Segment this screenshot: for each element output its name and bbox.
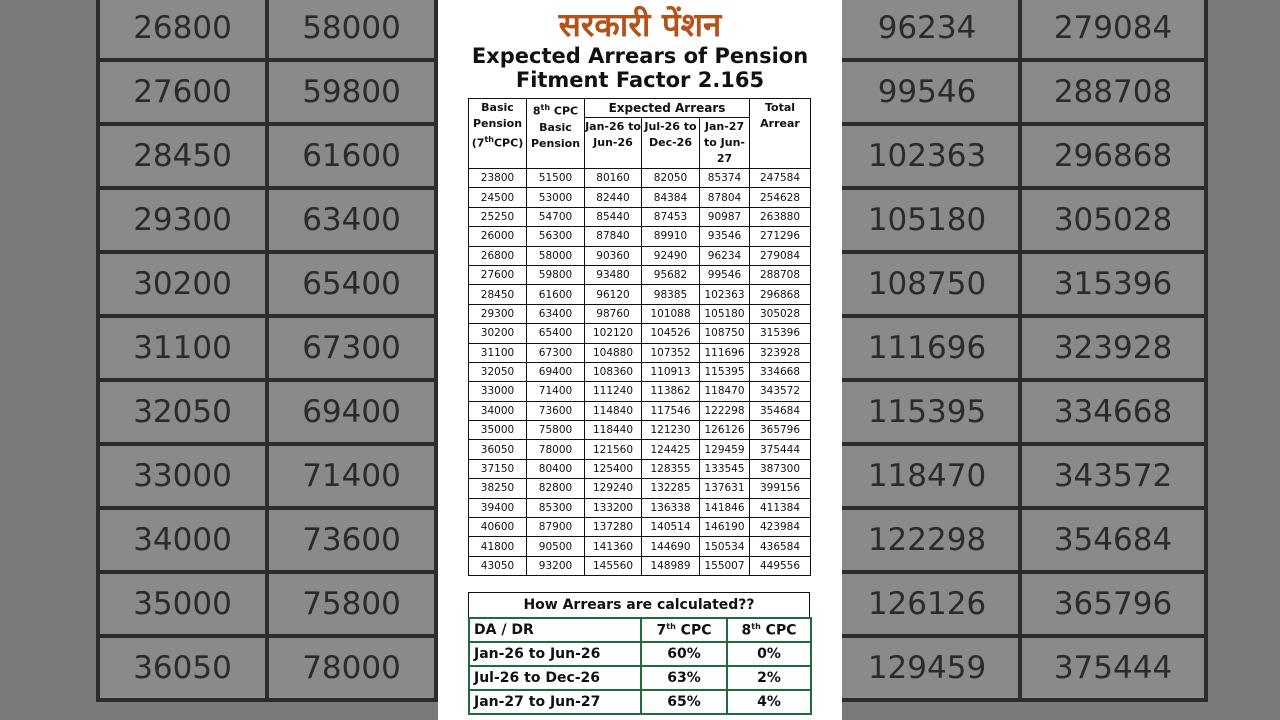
cell-arrear-jan26: 111240	[585, 382, 642, 401]
cell-total-arrear: 375444	[750, 440, 811, 459]
cell-arrear-jul26: 117546	[642, 401, 700, 420]
cell-arrear-jul26: 140514	[642, 518, 700, 537]
cell-8cpc-basic: 59800	[527, 265, 585, 284]
da-dr-period: Jan-27 to Jun-27	[469, 690, 641, 714]
da-dr-header-7cpc: 7th CPC	[641, 618, 727, 642]
background-cell: 59800	[267, 60, 436, 124]
cell-total-arrear: 247584	[750, 169, 811, 188]
cell-arrear-jan27: 126126	[700, 421, 750, 440]
table-row	[469, 169, 811, 188]
cell-arrear-jan26: 118440	[585, 421, 642, 440]
background-cell: 33000	[98, 444, 267, 508]
cell-8cpc-basic: 69400	[527, 362, 585, 381]
cell-8cpc-basic: 87900	[527, 518, 585, 537]
cell-arrear-jan27: 102363	[700, 285, 750, 304]
background-cell: 65400	[267, 252, 436, 316]
cell-arrear-jan27: 115395	[700, 362, 750, 381]
cell-basic-pension: 31100	[469, 343, 527, 362]
cell-total-arrear: 436584	[750, 537, 811, 556]
cell-total-arrear: 288708	[750, 265, 811, 284]
subtitle-line-1: Expected Arrears of Pension	[471, 44, 809, 68]
cell-basic-pension: 26800	[469, 246, 527, 265]
table-row	[469, 459, 811, 478]
pension-arrears-card	[438, 0, 842, 720]
cell-arrear-jan26: 93480	[585, 265, 642, 284]
cell-basic-pension: 32050	[469, 362, 527, 381]
background-cell: 36050	[98, 636, 267, 700]
background-cell: 126126	[842, 572, 1020, 636]
cell-arrear-jan27: 85374	[700, 169, 750, 188]
background-cell: 323928	[1020, 316, 1206, 380]
cell-arrear-jul26: 98385	[642, 285, 700, 304]
cell-arrear-jan27: 87804	[700, 188, 750, 207]
table-row	[469, 440, 811, 459]
cell-arrear-jul26: 101088	[642, 304, 700, 323]
cell-arrear-jan26: 87840	[585, 227, 642, 246]
table-row	[469, 285, 811, 304]
background-blurred-table-right	[842, 0, 1280, 720]
cell-arrear-jan27: 133545	[700, 459, 750, 478]
background-cell: 58000	[267, 0, 436, 60]
cell-total-arrear: 411384	[750, 498, 811, 517]
cell-basic-pension: 23800	[469, 169, 527, 188]
background-cell: 375444	[1020, 636, 1206, 700]
table-row	[469, 207, 811, 226]
cell-8cpc-basic: 90500	[527, 537, 585, 556]
cell-arrear-jan26: 137280	[585, 518, 642, 537]
background-cell: 71400	[267, 444, 436, 508]
table-row	[469, 246, 811, 265]
background-row	[842, 188, 1206, 252]
cell-arrear-jan27: 155007	[700, 556, 750, 575]
cell-arrear-jan26: 82440	[585, 188, 642, 207]
da-dr-8cpc-value: 0%	[727, 642, 811, 666]
background-cell: 296868	[1020, 124, 1206, 188]
cell-arrear-jul26: 124425	[642, 440, 700, 459]
da-dr-table	[468, 617, 812, 715]
cell-total-arrear: 279084	[750, 246, 811, 265]
cell-total-arrear: 387300	[750, 459, 811, 478]
background-cell: 73600	[267, 508, 436, 572]
cell-arrear-jul26: 136338	[642, 498, 700, 517]
background-table-right	[842, 0, 1208, 702]
cell-total-arrear: 323928	[750, 343, 811, 362]
background-row	[98, 124, 436, 188]
cell-basic-pension: 40600	[469, 518, 527, 537]
cell-total-arrear: 399156	[750, 479, 811, 498]
cell-arrear-jul26: 132285	[642, 479, 700, 498]
table-row	[469, 479, 811, 498]
background-row	[98, 444, 436, 508]
cell-arrear-jan26: 114840	[585, 401, 642, 420]
background-cell: 30200	[98, 252, 267, 316]
cell-arrear-jan26: 80160	[585, 169, 642, 188]
da-dr-header-label: DA / DR	[469, 618, 641, 642]
header-total-arrear: Total Arrear	[750, 99, 811, 169]
table-row	[469, 537, 811, 556]
background-cell: 122298	[842, 508, 1020, 572]
cell-arrear-jul26: 92490	[642, 246, 700, 265]
background-cell: 105180	[842, 188, 1020, 252]
cell-total-arrear: 315396	[750, 324, 811, 343]
cell-basic-pension: 33000	[469, 382, 527, 401]
cell-basic-pension: 34000	[469, 401, 527, 420]
cell-arrear-jul26: 84384	[642, 188, 700, 207]
cell-arrear-jan26: 125400	[585, 459, 642, 478]
cell-arrear-jan26: 90360	[585, 246, 642, 265]
cell-basic-pension: 29300	[469, 304, 527, 323]
background-cell: 102363	[842, 124, 1020, 188]
cell-arrear-jan27: 90987	[700, 207, 750, 226]
cell-8cpc-basic: 78000	[527, 440, 585, 459]
background-cell: 61600	[267, 124, 436, 188]
cell-total-arrear: 354684	[750, 401, 811, 420]
background-cell: 305028	[1020, 188, 1206, 252]
cell-arrear-jul26: 113862	[642, 382, 700, 401]
cell-arrear-jan27: 96234	[700, 246, 750, 265]
da-dr-7cpc-value: 65%	[641, 690, 727, 714]
cell-basic-pension: 26000	[469, 227, 527, 246]
background-cell: 354684	[1020, 508, 1206, 572]
cell-arrear-jan26: 129240	[585, 479, 642, 498]
background-row	[98, 316, 436, 380]
da-dr-period: Jul-26 to Dec-26	[469, 666, 641, 690]
header-jan26-jun26: Jan-26 to Jun-26	[585, 118, 642, 169]
background-row	[98, 252, 436, 316]
cell-8cpc-basic: 73600	[527, 401, 585, 420]
cell-arrear-jul26: 95682	[642, 265, 700, 284]
background-cell: 28450	[98, 124, 267, 188]
cell-basic-pension: 37150	[469, 459, 527, 478]
cell-total-arrear: 423984	[750, 518, 811, 537]
background-cell: 27600	[98, 60, 267, 124]
background-row	[842, 572, 1206, 636]
da-dr-8cpc-value: 4%	[727, 690, 811, 714]
background-cell: 279084	[1020, 0, 1206, 60]
cell-total-arrear: 365796	[750, 421, 811, 440]
cell-arrear-jan26: 96120	[585, 285, 642, 304]
cell-arrear-jan26: 102120	[585, 324, 642, 343]
background-cell: 315396	[1020, 252, 1206, 316]
background-cell: 35000	[98, 572, 267, 636]
cell-basic-pension: 43050	[469, 556, 527, 575]
cell-total-arrear: 343572	[750, 382, 811, 401]
background-cell: 29300	[98, 188, 267, 252]
header-jan27-jun27: Jan-27 to Jun-27	[700, 118, 750, 169]
cell-8cpc-basic: 61600	[527, 285, 585, 304]
background-row	[842, 444, 1206, 508]
cell-total-arrear: 296868	[750, 285, 811, 304]
background-cell: 115395	[842, 380, 1020, 444]
cell-arrear-jan27: 129459	[700, 440, 750, 459]
hindi-title: सरकारी पेंशन	[558, 5, 722, 44]
cell-total-arrear: 271296	[750, 227, 811, 246]
background-row	[842, 380, 1206, 444]
cell-basic-pension: 24500	[469, 188, 527, 207]
cell-arrear-jan27: 141846	[700, 498, 750, 517]
calculation-title: How Arrears are calculated??	[468, 592, 810, 618]
cell-arrear-jan27: 111696	[700, 343, 750, 362]
cell-8cpc-basic: 58000	[527, 246, 585, 265]
subtitle-line-2: Fitment Factor 2.165	[515, 68, 765, 92]
cell-arrear-jul26: 144690	[642, 537, 700, 556]
header-jul26-dec26: Jul-26 to Dec-26	[642, 118, 700, 169]
background-row	[98, 636, 436, 700]
background-cell: 365796	[1020, 572, 1206, 636]
background-cell: 129459	[842, 636, 1020, 700]
background-cell: 343572	[1020, 444, 1206, 508]
cell-8cpc-basic: 54700	[527, 207, 585, 226]
cell-8cpc-basic: 67300	[527, 343, 585, 362]
cell-8cpc-basic: 56300	[527, 227, 585, 246]
cell-8cpc-basic: 71400	[527, 382, 585, 401]
cell-arrear-jan27: 108750	[700, 324, 750, 343]
da-dr-7cpc-value: 63%	[641, 666, 727, 690]
table-row	[469, 227, 811, 246]
table-row	[469, 188, 811, 207]
cell-basic-pension: 30200	[469, 324, 527, 343]
cell-8cpc-basic: 63400	[527, 304, 585, 323]
cell-arrear-jul26: 89910	[642, 227, 700, 246]
table-row	[469, 343, 811, 362]
background-row	[842, 124, 1206, 188]
table-row	[469, 304, 811, 323]
background-row	[98, 508, 436, 572]
cell-arrear-jul26: 104526	[642, 324, 700, 343]
background-cell: 26800	[98, 0, 267, 60]
cell-arrear-jan26: 108360	[585, 362, 642, 381]
arrears-table-body	[469, 169, 811, 576]
header-basic-pension-7cpc: Basic Pension (7thCPC)	[469, 99, 527, 169]
cell-arrear-jan26: 85440	[585, 207, 642, 226]
background-row	[98, 380, 436, 444]
table-row	[469, 324, 811, 343]
cell-arrear-jan27: 146190	[700, 518, 750, 537]
cell-arrear-jul26: 107352	[642, 343, 700, 362]
cell-basic-pension: 28450	[469, 285, 527, 304]
cell-arrear-jan27: 118470	[700, 382, 750, 401]
cell-basic-pension: 35000	[469, 421, 527, 440]
cell-8cpc-basic: 75800	[527, 421, 585, 440]
table-row	[469, 556, 811, 575]
cell-arrear-jul26: 87453	[642, 207, 700, 226]
cell-total-arrear: 254628	[750, 188, 811, 207]
da-dr-7cpc-value: 60%	[641, 642, 727, 666]
table-row	[469, 518, 811, 537]
cell-arrear-jan27: 122298	[700, 401, 750, 420]
header-8cpc-basic-pension: 8th CPC Basic Pension	[527, 99, 585, 169]
background-cell: 111696	[842, 316, 1020, 380]
background-row	[842, 508, 1206, 572]
cell-arrear-jan26: 133200	[585, 498, 642, 517]
cell-arrear-jul26: 121230	[642, 421, 700, 440]
cell-8cpc-basic: 65400	[527, 324, 585, 343]
cell-basic-pension: 39400	[469, 498, 527, 517]
cell-arrear-jan27: 105180	[700, 304, 750, 323]
cell-basic-pension: 38250	[469, 479, 527, 498]
background-cell: 32050	[98, 380, 267, 444]
cell-total-arrear: 263880	[750, 207, 811, 226]
cell-arrear-jan26: 141360	[585, 537, 642, 556]
cell-arrear-jul26: 110913	[642, 362, 700, 381]
cell-basic-pension: 41800	[469, 537, 527, 556]
cell-total-arrear: 334668	[750, 362, 811, 381]
background-cell: 78000	[267, 636, 436, 700]
background-cell: 31100	[98, 316, 267, 380]
cell-arrear-jan27: 150534	[700, 537, 750, 556]
cell-8cpc-basic: 80400	[527, 459, 585, 478]
background-row	[98, 60, 436, 124]
cell-total-arrear: 305028	[750, 304, 811, 323]
header-expected-arrears: Expected Arrears	[585, 99, 750, 118]
cell-arrear-jul26: 82050	[642, 169, 700, 188]
arrears-table	[468, 98, 811, 576]
background-row	[842, 636, 1206, 700]
background-cell: 334668	[1020, 380, 1206, 444]
table-row	[469, 498, 811, 517]
background-blurred-table-left	[0, 0, 438, 720]
background-cell: 75800	[267, 572, 436, 636]
background-cell: 108750	[842, 252, 1020, 316]
background-row	[842, 0, 1206, 60]
da-dr-period: Jan-26 to Jun-26	[469, 642, 641, 666]
cell-8cpc-basic: 93200	[527, 556, 585, 575]
background-cell: 99546	[842, 60, 1020, 124]
table-row	[469, 265, 811, 284]
cell-arrear-jan26: 98760	[585, 304, 642, 323]
table-row	[469, 421, 811, 440]
cell-8cpc-basic: 51500	[527, 169, 585, 188]
cell-8cpc-basic: 53000	[527, 188, 585, 207]
background-row	[842, 60, 1206, 124]
background-row	[842, 316, 1206, 380]
background-cell: 69400	[267, 380, 436, 444]
background-table-left	[96, 0, 438, 702]
background-cell: 67300	[267, 316, 436, 380]
cell-total-arrear: 449556	[750, 556, 811, 575]
cell-arrear-jul26: 128355	[642, 459, 700, 478]
background-row	[98, 188, 436, 252]
cell-8cpc-basic: 85300	[527, 498, 585, 517]
background-row	[98, 572, 436, 636]
cell-arrear-jan27: 137631	[700, 479, 750, 498]
cell-basic-pension: 25250	[469, 207, 527, 226]
da-dr-8cpc-value: 2%	[727, 666, 811, 690]
cell-arrear-jan26: 104880	[585, 343, 642, 362]
cell-arrear-jan26: 121560	[585, 440, 642, 459]
table-row	[469, 362, 811, 381]
background-cell: 63400	[267, 188, 436, 252]
cell-basic-pension: 27600	[469, 265, 527, 284]
cell-arrear-jan26: 145560	[585, 556, 642, 575]
cell-arrear-jan27: 93546	[700, 227, 750, 246]
cell-8cpc-basic: 82800	[527, 479, 585, 498]
background-row	[842, 252, 1206, 316]
cell-arrear-jul26: 148989	[642, 556, 700, 575]
table-row	[469, 382, 811, 401]
table-row	[469, 401, 811, 420]
cell-basic-pension: 36050	[469, 440, 527, 459]
cell-arrear-jan27: 99546	[700, 265, 750, 284]
background-cell: 34000	[98, 508, 267, 572]
background-cell: 288708	[1020, 60, 1206, 124]
background-cell: 118470	[842, 444, 1020, 508]
background-cell: 96234	[842, 0, 1020, 60]
background-row	[98, 0, 436, 60]
da-dr-header-8cpc: 8th CPC	[727, 618, 811, 642]
